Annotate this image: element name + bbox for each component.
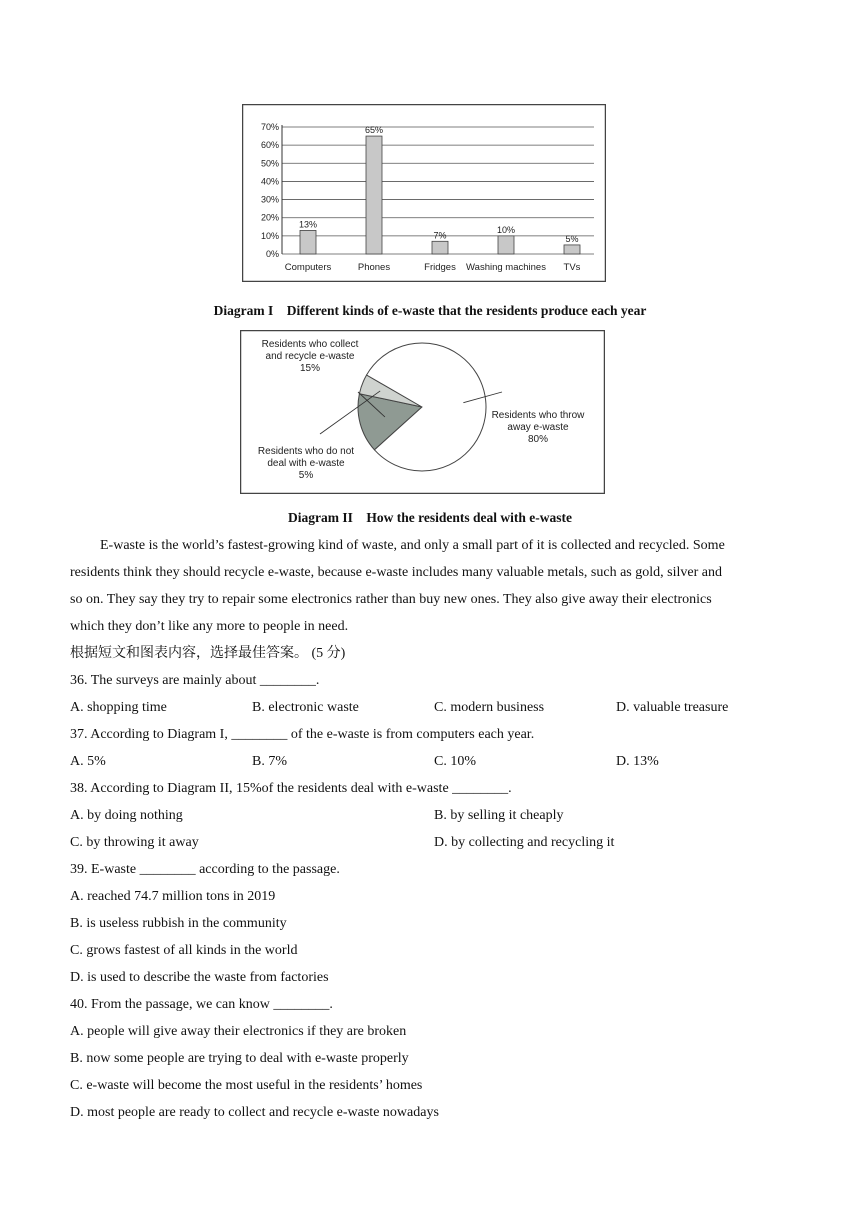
pie-slice-label: deal with e-waste (267, 458, 345, 469)
bar-washing-machines (498, 236, 514, 254)
question-39-stem: 39. E-waste ________ according to the passage. (70, 862, 340, 877)
instruction: 根据短文和图表内容，选择最佳答案。 (5 分) (70, 646, 346, 661)
bar-chart-figure (242, 104, 606, 282)
y-tick-label: 30% (260, 194, 279, 205)
bar-value-label: 7% (433, 230, 447, 241)
question-40-option-c: C. e-waste will become the most useful in the residents’ homes (70, 1078, 423, 1093)
question-37-stem: 37. According to Diagram I, ________ of the e-waste is from computers each year. (70, 727, 535, 742)
question-40-option-a: A. people will give away their electronics if they are broken (70, 1024, 407, 1039)
y-tick-label: 50% (260, 158, 279, 169)
y-tick-label: 0% (265, 249, 279, 259)
question-39-option-b: B. is useless rubbish in the community (70, 916, 287, 931)
question-36-option-a: A. shopping time (70, 700, 167, 715)
pie-slice-label: and recycle e-waste (265, 351, 355, 362)
bar-value-label: 10% (496, 224, 516, 235)
question-37-option-a: A. 5% (70, 754, 106, 769)
question-39-option-a: A. reached 74.7 million tons in 2019 (70, 889, 276, 904)
pie-chart-figure (240, 330, 605, 494)
question-40-option-d: D. most people are ready to collect and recycle e-waste nowadays (70, 1105, 439, 1120)
passage-line: residents think they should recycle e-waste, because e-waste includes many valuable metals, such as gold, silver and (70, 565, 722, 580)
question-37-option-b: B. 7% (252, 754, 287, 769)
y-tick-label: 40% (260, 176, 279, 187)
y-tick-label: 20% (260, 212, 279, 223)
x-category-label: Washing machines (466, 262, 546, 273)
passage-line: E-waste is the world’s fastest-growing kind of waste, and only a small part of it is collected and recycled. Some (100, 538, 725, 553)
pie-slice-label: 80% (527, 434, 549, 445)
bar-value-label: 65% (364, 125, 384, 136)
bar-phones (366, 136, 382, 254)
question-39-option-c: C. grows fastest of all kinds in the world (70, 943, 298, 958)
question-37-option-d: D. 13% (616, 754, 659, 769)
x-category-label: TVs (563, 262, 581, 273)
bar-value-label: 13% (298, 219, 318, 230)
x-category-label: Phones (357, 262, 391, 273)
passage-line: so on. They say they try to repair some electronics rather than buy new ones. They also give away their electronics (70, 592, 712, 607)
question-38-option-d: D. by collecting and recycling it (434, 835, 615, 850)
pie-slice-label: away e-waste (507, 422, 569, 433)
question-38-option-a: A. by doing nothing (70, 808, 183, 823)
question-38-stem: 38. According to Diagram II, 15%of the residents deal with e-waste ________. (70, 781, 512, 796)
bar-fridges (432, 241, 448, 254)
bar-chart (242, 104, 606, 282)
question-40-option-b: B. now some people are trying to deal with e-waste properly (70, 1051, 409, 1066)
question-36-option-d: D. valuable treasure (616, 700, 729, 715)
passage-line: which they don’t like any more to people in need. (70, 619, 349, 634)
bar-chart-frame (243, 105, 606, 282)
pie-chart (240, 330, 605, 494)
question-38-option-c: C. by throwing it away (70, 835, 199, 850)
question-37-option-c: C. 10% (434, 754, 476, 769)
y-tick-label: 70% (260, 122, 279, 132)
question-40-stem: 40. From the passage, we can know ________. (70, 997, 333, 1012)
question-39-option-d: D. is used to describe the waste from factories (70, 970, 329, 985)
pie-slice-label: Residents who collect (261, 339, 359, 350)
bar-tvs (564, 245, 580, 254)
diagram-1-caption: Diagram I Different kinds of e-waste that the residents produce each year (213, 303, 647, 318)
question-36-stem: 36. The surveys are mainly about ________. (70, 673, 320, 688)
question-38-option-b: B. by selling it cheaply (434, 808, 564, 823)
x-category-label: Fridges (424, 262, 456, 273)
y-tick-label: 10% (260, 230, 279, 241)
pie-slice-label: 15% (299, 363, 321, 374)
diagram-2-caption: Diagram II How the residents deal with e-waste (288, 510, 572, 525)
question-36-option-c: C. modern business (434, 700, 545, 715)
y-tick-label: 60% (260, 140, 279, 151)
pie-slice-label: 5% (298, 470, 314, 481)
bar-value-label: 5% (565, 233, 579, 244)
x-category-label: Computers (284, 262, 332, 273)
pie-slice-label: Residents who throw (491, 410, 585, 421)
bar-computers (300, 230, 316, 254)
pie-slice-label: Residents who do not (257, 446, 355, 457)
question-36-option-b: B. electronic waste (252, 700, 359, 715)
